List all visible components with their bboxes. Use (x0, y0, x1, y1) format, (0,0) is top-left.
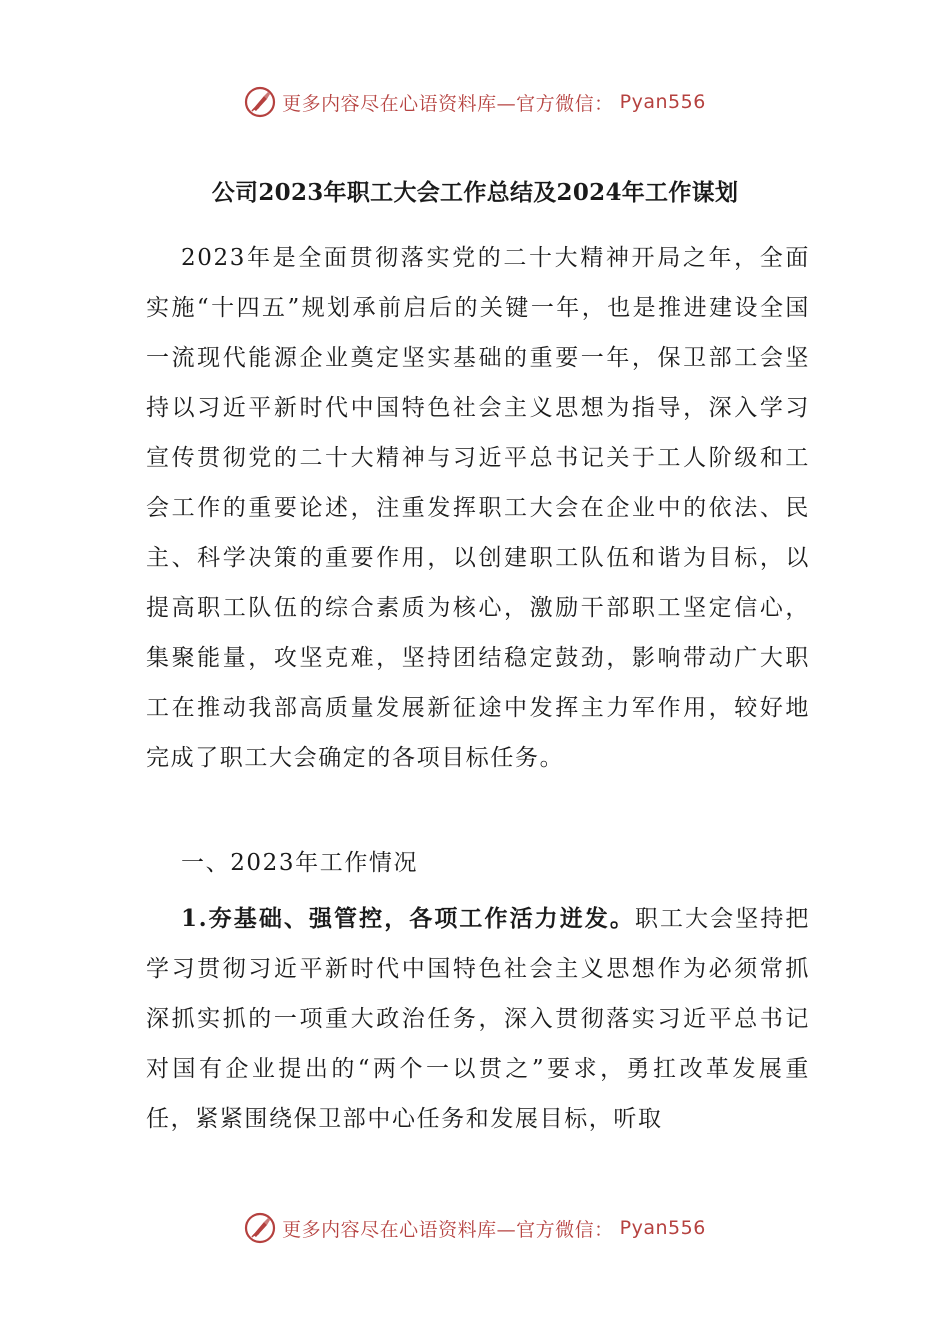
pen-nib-logo-icon (244, 1212, 276, 1244)
watermark-footer (0, 1212, 950, 1244)
watermark-handle: Pyan556 (619, 1217, 706, 1239)
paragraph-section-1-1 (146, 894, 810, 1144)
watermark-text: 更多内容尽在心语资料库—官方微信： (282, 1218, 614, 1241)
pen-nib-logo-icon (244, 86, 276, 118)
document-title: 公司2023年职工大会工作总结及2024年工作谋划 (211, 179, 739, 206)
watermark-header (0, 86, 950, 118)
paragraph-intro: 2023年是全面贯彻落实党的二十大精神开局之年，全面实施“十四五”规划承前启后的关键一年，也是推进建设全国一流现代能源企业奠定坚实基础的重要一年，保卫部工会坚持以习近平新时代中国特色社会主义思想为指导，深入学习宣传贯彻党的二十大精神与习近平总书记关于工人阶级和工会工作的重要论述，注重发挥职工大会在企业中的依法、民主、科学决策的重要作用，以创建职工队伍和谐为目标，以提高职工队伍的综合素质为核心，激励干部职工坚定信心，集聚能量，攻坚克难，坚持团结稳定鼓劲，影响带动广大职工在推动我部高质量发展新征途中发挥主力军作用，较好地完成了职工大会确定的各项目标任务。 (146, 245, 810, 771)
watermark-handle: Pyan556 (619, 91, 706, 113)
watermark-text: 更多内容尽在心语资料库—官方微信： (282, 92, 614, 115)
paragraph-body: 职工大会坚持把学习贯彻习近平新时代中国特色社会主义思想作为必须常抓深抓实抓的一项重大政治任务，深入贯彻落实习近平总书记对国有企业提出的“两个一以贯之”要求，勇扛改革发展重任，紧紧围绕保卫部中心任务和发展目标，听取 (146, 906, 810, 1132)
paragraph-lead-bold: 1.夯基础、强管控，各项工作活力迸发。 (181, 905, 635, 932)
section-heading-1: 一、2023年工作情况 (181, 850, 419, 876)
